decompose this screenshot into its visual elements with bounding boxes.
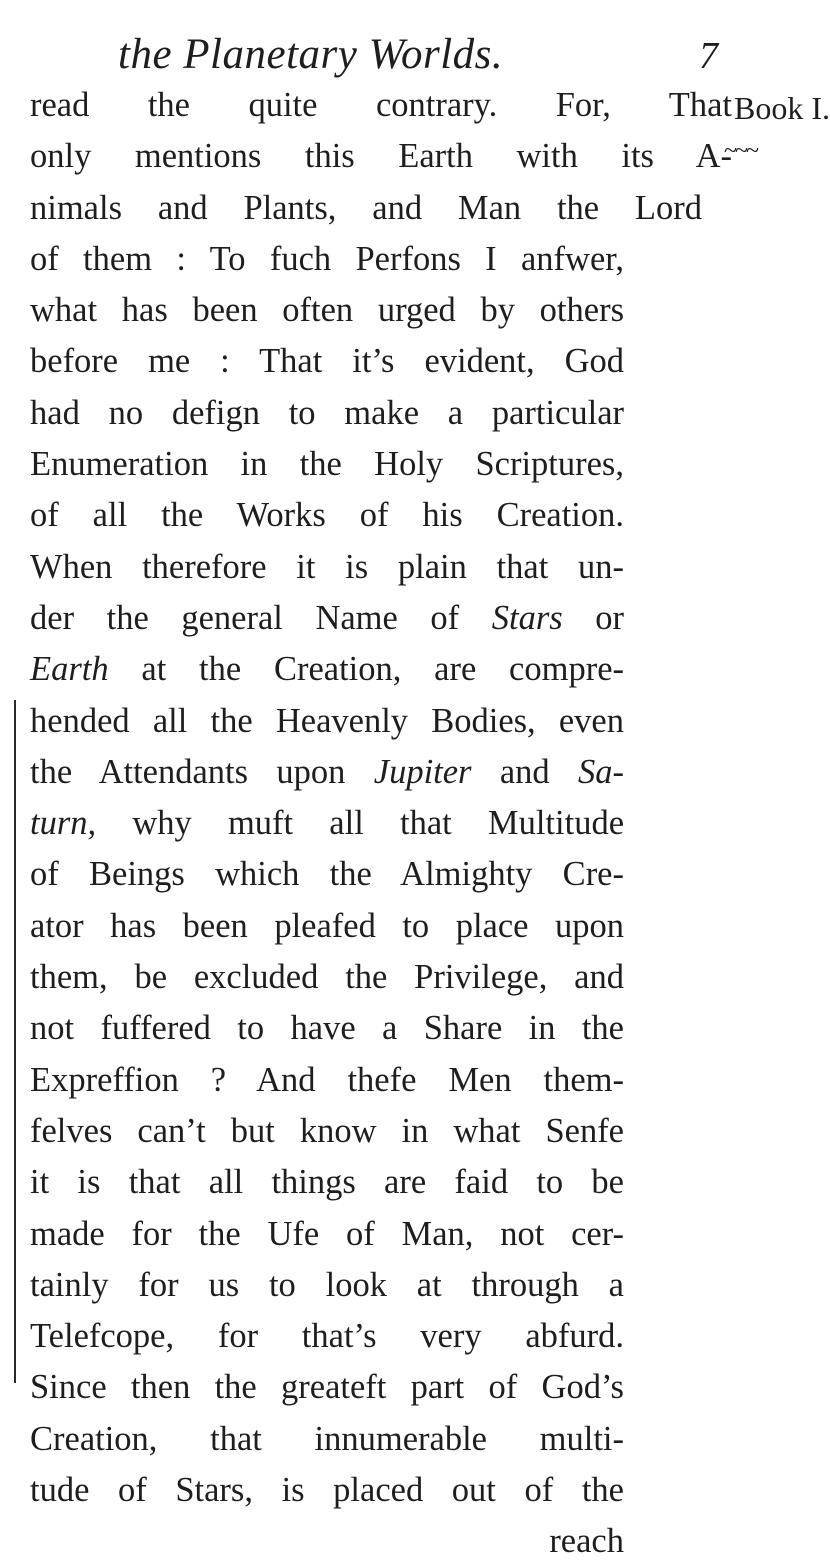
text-line: Expreffion ? And thefe Men them-: [30, 1060, 624, 1099]
book-marginal-note: Book I.: [734, 90, 830, 126]
text-line: tude of Stars, is placed out of the: [30, 1471, 624, 1510]
text-fragment: at the Creation, are compre-: [141, 650, 624, 689]
text-line: not fuffered to have a Share in the: [30, 1009, 624, 1048]
text-line: [30, 593, 624, 644]
text-line: only mentions this Earth with its A-: [30, 137, 732, 176]
page-number: 7: [699, 35, 718, 77]
text-line: Enumeration in the Holy Scriptures,: [30, 445, 624, 484]
italic-word: Earth: [30, 650, 109, 689]
text-line: what has been often urged by others: [30, 291, 624, 330]
text-line: of all the Works of his Creation.: [30, 496, 624, 535]
text-line: hended all the Heavenly Bodies, even: [30, 701, 624, 740]
italic-word: Stars: [491, 598, 563, 637]
text-line: Since then the greateft part of God’s: [30, 1368, 624, 1407]
body-text: [30, 80, 750, 1568]
ornament-glyph: ~~~: [724, 138, 757, 164]
italic-word: turn,: [30, 804, 97, 843]
text-line: Creation, that innumerable multi-: [30, 1419, 624, 1458]
text-line: of them : To fuch Perfons I anfwer,: [30, 239, 624, 278]
text-fragment: why muft all that Multitude: [132, 804, 625, 843]
text-line: When therefore it is plain that un-: [30, 547, 624, 586]
text-fragment: the Attendants upon: [30, 752, 346, 791]
text-line: before me : That it’s evident, God: [30, 342, 624, 381]
text-line: Telefcope, for that’s very abfurd.: [30, 1317, 624, 1356]
text-line: tainly for us to look at through a: [30, 1265, 624, 1304]
running-title: the Planetary Worlds.: [118, 31, 504, 78]
italic-word: Sa-: [578, 752, 624, 791]
text-line: them, be excluded the Privilege, and: [30, 958, 624, 997]
text-line: [30, 747, 624, 798]
italic-word: Jupiter: [373, 752, 472, 791]
catchword: reach: [549, 1522, 624, 1561]
text-line: read the quite contrary. For, That: [30, 86, 732, 124]
text-line: [30, 798, 624, 849]
text-fragment: der the general Name of: [30, 598, 460, 637]
text-line: nimals and Plants, and Man the Lord: [30, 188, 702, 227]
page-header: [118, 30, 718, 86]
text-fragment: and: [499, 752, 550, 791]
text-line: of Beings which the Almighty Cre-: [30, 855, 624, 894]
gutter-edge: [14, 700, 16, 1383]
text-fragment: or: [595, 598, 625, 637]
text-line: [30, 644, 624, 695]
text-line: it is that all things are faid to be: [30, 1163, 624, 1202]
text-line: made for the Ufe of Man, not cer-: [30, 1214, 624, 1253]
text-line: felves can’t but know in what Senfe: [30, 1111, 624, 1150]
text-line: had no defign to make a particular: [30, 393, 624, 432]
text-line: ator has been pleafed to place upon: [30, 906, 624, 945]
